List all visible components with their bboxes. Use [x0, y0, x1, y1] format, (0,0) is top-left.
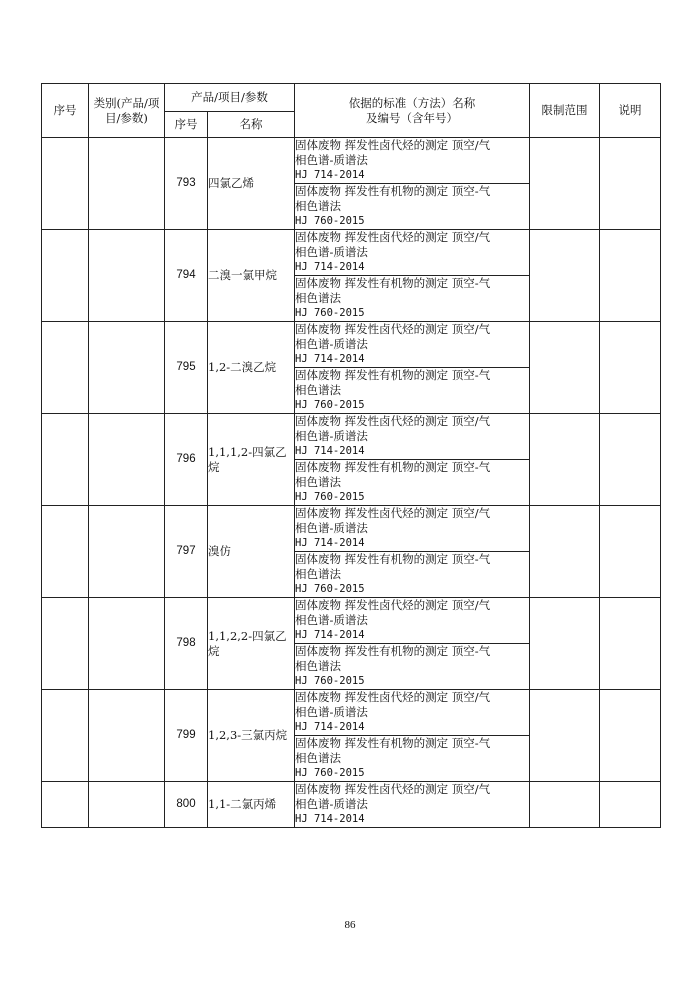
standard-code: HJ 714-2014 [295, 445, 365, 457]
standard-name-line: 固体废物 挥发性卤代烃的测定 顶空/气 [295, 414, 491, 428]
row-item-name: 1,1-二氯丙烯 [208, 782, 295, 828]
standard-name-line: 固体废物 挥发性有机物的测定 顶空-气 [295, 276, 491, 290]
standard-code: HJ 714-2014 [295, 721, 365, 733]
standard-cell [295, 138, 530, 184]
row-limit-cell [530, 414, 600, 506]
standard-name-line: 固体废物 挥发性卤代烃的测定 顶空/气 [295, 322, 491, 336]
header-standard-line1: 依据的标准（方法）名称 [348, 95, 476, 110]
standard-cell [295, 644, 530, 690]
row-item-number: 797 [165, 506, 208, 598]
table-row [42, 598, 661, 644]
standard-name-line: 相色谱法 [295, 751, 341, 765]
standard-cell [295, 460, 530, 506]
row-note-cell [600, 322, 661, 414]
standard-name-line: 相色谱法 [295, 567, 341, 581]
row-seq-cell [42, 414, 89, 506]
row-item-number: 796 [165, 414, 208, 506]
standard-cell [295, 230, 530, 276]
row-note-cell [600, 782, 661, 828]
standard-name-line: 相色谱法 [295, 383, 341, 397]
row-limit-cell [530, 322, 600, 414]
row-limit-cell [530, 690, 600, 782]
standard-cell [295, 598, 530, 644]
row-seq-cell [42, 598, 89, 690]
standard-code: HJ 714-2014 [295, 813, 365, 825]
table-row [42, 138, 661, 184]
row-item-name: 二溴一氯甲烷 [208, 230, 295, 322]
header-category [89, 84, 165, 138]
standard-code: HJ 760-2015 [295, 583, 365, 595]
header-standard-line2: 及编号（含年号） [366, 110, 458, 125]
row-item-number: 794 [165, 230, 208, 322]
table-row [42, 414, 661, 460]
table-row [42, 506, 661, 552]
row-item-number: 799 [165, 690, 208, 782]
standard-code: HJ 760-2015 [295, 491, 365, 503]
row-item-name: 1,2-二溴乙烷 [208, 322, 295, 414]
header-seq: 序号 [42, 84, 89, 138]
page-number: 86 [344, 919, 356, 931]
row-item-name: 溴仿 [208, 506, 295, 598]
row-note-cell [600, 138, 661, 230]
standard-name-line: 固体废物 挥发性有机物的测定 顶空-气 [295, 552, 491, 566]
standard-name-line: 固体废物 挥发性有机物的测定 顶空-气 [295, 184, 491, 198]
standards-table [41, 83, 661, 828]
header-limit: 限制范围 [530, 84, 600, 138]
standard-name-line: 相色谱法 [295, 659, 341, 673]
standard-code: HJ 714-2014 [295, 537, 365, 549]
row-item-number: 800 [165, 782, 208, 828]
row-item-number: 798 [165, 598, 208, 690]
header-sub-seq: 序号 [165, 112, 208, 138]
row-seq-cell [42, 138, 89, 230]
row-limit-cell [530, 230, 600, 322]
standard-name-line: 固体废物 挥发性有机物的测定 顶空-气 [295, 460, 491, 474]
standard-name-line: 相色谱法 [295, 291, 341, 305]
standard-code: HJ 760-2015 [295, 307, 365, 319]
standard-code: HJ 714-2014 [295, 261, 365, 273]
table-row [42, 782, 661, 828]
standard-name-line: 相色谱-质谱法 [295, 245, 368, 259]
row-limit-cell [530, 506, 600, 598]
standard-name-line: 相色谱-质谱法 [295, 797, 368, 811]
standard-name-line: 固体废物 挥发性卤代烃的测定 顶空/气 [295, 690, 491, 704]
header-note: 说明 [600, 84, 661, 138]
row-limit-cell [530, 598, 600, 690]
table-row [42, 322, 661, 368]
standard-code: HJ 714-2014 [295, 353, 365, 365]
standard-cell [295, 690, 530, 736]
row-category-cell [89, 690, 165, 782]
standard-cell [295, 552, 530, 598]
standard-name-line: 固体废物 挥发性卤代烃的测定 顶空/气 [295, 782, 491, 796]
standard-name-line: 固体废物 挥发性卤代烃的测定 顶空/气 [295, 598, 491, 612]
standard-name-line: 固体废物 挥发性卤代烃的测定 顶空/气 [295, 138, 491, 152]
standard-name-line: 相色谱-质谱法 [295, 521, 368, 535]
standard-name-line: 相色谱-质谱法 [295, 613, 368, 627]
row-category-cell [89, 598, 165, 690]
row-note-cell [600, 690, 661, 782]
row-seq-cell [42, 230, 89, 322]
standard-name-line: 固体废物 挥发性卤代烃的测定 顶空/气 [295, 506, 491, 520]
standard-name-line: 固体废物 挥发性卤代烃的测定 顶空/气 [295, 230, 491, 244]
row-limit-cell [530, 138, 600, 230]
table-row [42, 690, 661, 736]
standard-name-line: 相色谱-质谱法 [295, 153, 368, 167]
header-product-group: 产品/项目/参数 [165, 84, 295, 112]
standard-name-line: 相色谱法 [295, 199, 341, 213]
standard-code: HJ 760-2015 [295, 767, 365, 779]
header-sub-name: 名称 [208, 112, 295, 138]
standard-name-line: 相色谱-质谱法 [295, 705, 368, 719]
standard-name-line: 固体废物 挥发性有机物的测定 顶空-气 [295, 736, 491, 750]
row-seq-cell [42, 506, 89, 598]
standard-code: HJ 760-2015 [295, 675, 365, 687]
table-body [42, 138, 661, 828]
standard-cell [295, 506, 530, 552]
row-item-name: 1,1,2,2-四氯乙烷 [208, 598, 295, 690]
row-category-cell [89, 322, 165, 414]
standard-code: HJ 714-2014 [295, 169, 365, 181]
row-category-cell [89, 414, 165, 506]
standard-cell [295, 322, 530, 368]
row-note-cell [600, 598, 661, 690]
standard-cell [295, 782, 530, 828]
row-category-cell [89, 230, 165, 322]
row-item-name: 1,1,1,2-四氯乙烷 [208, 414, 295, 506]
row-category-cell [89, 782, 165, 828]
row-seq-cell [42, 690, 89, 782]
table-row [42, 230, 661, 276]
standard-code: HJ 760-2015 [295, 399, 365, 411]
row-category-cell [89, 138, 165, 230]
standard-name-line: 相色谱-质谱法 [295, 337, 368, 351]
row-note-cell [600, 230, 661, 322]
row-limit-cell [530, 782, 600, 828]
standard-cell [295, 184, 530, 230]
standard-name-line: 固体废物 挥发性有机物的测定 顶空-气 [295, 368, 491, 382]
standard-cell [295, 736, 530, 782]
standard-name-line: 相色谱法 [295, 475, 341, 489]
row-seq-cell [42, 782, 89, 828]
standard-cell [295, 414, 530, 460]
standard-cell [295, 276, 530, 322]
row-seq-cell [42, 322, 89, 414]
row-item-number: 793 [165, 138, 208, 230]
standard-cell [295, 368, 530, 414]
row-note-cell [600, 414, 661, 506]
row-note-cell [600, 506, 661, 598]
standard-code: HJ 714-2014 [295, 629, 365, 641]
row-category-cell [89, 506, 165, 598]
header-standard [295, 84, 530, 138]
standard-code: HJ 760-2015 [295, 215, 365, 227]
standard-name-line: 相色谱-质谱法 [295, 429, 368, 443]
row-item-name: 四氯乙烯 [208, 138, 295, 230]
standard-name-line: 固体废物 挥发性有机物的测定 顶空-气 [295, 644, 491, 658]
header-category-label: 类别(产品/项目/参数) [93, 95, 160, 125]
row-item-name: 1,2,3-三氯丙烷 [208, 690, 295, 782]
row-item-number: 795 [165, 322, 208, 414]
